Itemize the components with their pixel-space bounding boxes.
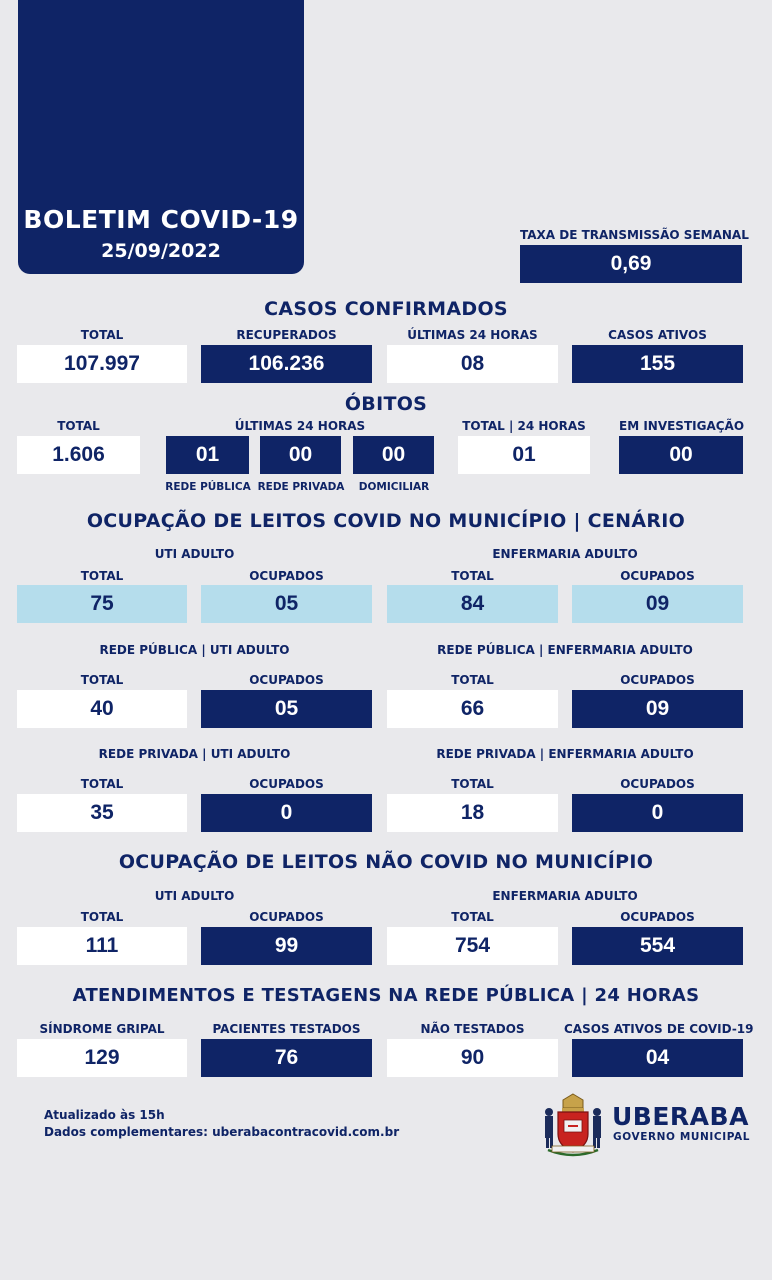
- atend-pacientes-testados: 76: [201, 1039, 372, 1077]
- obitos-privada-label: REDE PRIVADA: [257, 481, 345, 493]
- casos-ativos-label: CASOS ATIVOS: [608, 328, 707, 342]
- page-title: BOLETIM COVID-19: [23, 205, 299, 234]
- section-title-obitos: ÓBITOS: [344, 393, 428, 415]
- privada-col-label: OCUPADOS: [620, 777, 695, 791]
- footer-updated: Atualizado às 15h: [44, 1108, 165, 1122]
- atend-col-label: SÍNDROME GRIPAL: [39, 1022, 165, 1036]
- publica-col-label: TOTAL: [80, 673, 124, 687]
- cenario-col-label: OCUPADOS: [249, 569, 324, 583]
- nao-covid-uti-ocupados: 99: [201, 927, 372, 965]
- atend-col-label: CASOS ATIVOS DE COVID-19: [564, 1022, 754, 1036]
- obitos-domiciliar-label: DOMICILIAR: [358, 481, 430, 493]
- cenario-uti-total: 75: [17, 585, 187, 623]
- cenario-col-label: TOTAL: [451, 569, 494, 583]
- nao-covid-enf-ocupados: 554: [572, 927, 743, 965]
- casos-total-value: 107.997: [17, 345, 187, 383]
- cenario-col-label: TOTAL: [80, 569, 124, 583]
- atend-sindrome-gripal: 129: [17, 1039, 187, 1077]
- publica-uti-label: REDE PÚBLICA | UTI ADULTO: [99, 643, 290, 657]
- cenario-uti-label: UTI ADULTO: [154, 547, 235, 561]
- privada-enf-ocupados: 0: [572, 794, 743, 832]
- nao-covid-col-label: OCUPADOS: [620, 910, 695, 924]
- publica-col-label: OCUPADOS: [620, 673, 695, 687]
- atend-casos-ativos: 04: [572, 1039, 743, 1077]
- casos-recuperados-label: RECUPERADOS: [236, 328, 337, 342]
- casos-recuperados-value: 106.236: [201, 345, 372, 383]
- atend-col-label: PACIENTES TESTADOS: [212, 1022, 361, 1036]
- nao-covid-enf-label: ENFERMARIA ADULTO: [492, 889, 638, 903]
- transmission-rate-value: 0,69: [520, 245, 742, 283]
- privada-uti-total: 35: [17, 794, 187, 832]
- obitos-total24-value: 01: [458, 436, 590, 474]
- publica-enf-total: 66: [387, 690, 558, 728]
- publica-uti-total: 40: [17, 690, 187, 728]
- cenario-enf-label: ENFERMARIA ADULTO: [492, 547, 638, 561]
- cenario-col-label: OCUPADOS: [620, 569, 695, 583]
- casos-24h-label: ÚLTIMAS 24 HORAS: [407, 328, 538, 342]
- publica-enf-label: REDE PÚBLICA | ENFERMARIA ADULTO: [437, 643, 693, 657]
- obitos-total-label: TOTAL: [57, 419, 100, 433]
- obitos-publica-label: REDE PÚBLICA: [165, 481, 251, 493]
- transmission-rate-label: TAXA DE TRANSMISSÃO SEMANAL: [520, 228, 749, 242]
- obitos-investigacao-value: 00: [619, 436, 743, 474]
- nao-covid-uti-label: UTI ADULTO: [154, 889, 235, 903]
- obitos-total24-label: TOTAL | 24 HORAS: [462, 419, 586, 433]
- cenario-uti-ocupados: 05: [201, 585, 372, 623]
- section-title-atendimentos: ATENDIMENTOS E TESTAGENS NA REDE PÚBLICA | 24 HORAS: [72, 985, 700, 1006]
- cenario-enf-ocupados: 09: [572, 585, 743, 623]
- obitos-privada-value: 00: [260, 436, 341, 474]
- obitos-investigacao-label: EM INVESTIGAÇÃO: [619, 419, 745, 433]
- privada-enf-label: REDE PRIVADA | ENFERMARIA ADULTO: [436, 747, 694, 761]
- uberaba-coat-of-arms-icon: [538, 1090, 608, 1160]
- obitos-publica-value: 01: [166, 436, 249, 474]
- cenario-enf-total: 84: [387, 585, 558, 623]
- nao-covid-col-label: OCUPADOS: [249, 910, 324, 924]
- publica-col-label: OCUPADOS: [249, 673, 324, 687]
- section-title-casos: CASOS CONFIRMADOS: [264, 298, 508, 320]
- publica-enf-ocupados: 09: [572, 690, 743, 728]
- footer-more-info: Dados complementares: uberabacontracovid.com.br: [44, 1125, 400, 1139]
- logo-subtitle: GOVERNO MUNICIPAL: [613, 1131, 751, 1143]
- obitos-domiciliar-value: 00: [353, 436, 434, 474]
- atend-nao-testados: 90: [387, 1039, 558, 1077]
- nao-covid-uti-total: 111: [17, 927, 187, 965]
- privada-enf-total: 18: [387, 794, 558, 832]
- casos-ativos-value: 155: [572, 345, 743, 383]
- privada-col-label: TOTAL: [451, 777, 494, 791]
- nao-covid-col-label: TOTAL: [80, 910, 124, 924]
- section-title-nao-covid: OCUPAÇÃO DE LEITOS NÃO COVID NO MUNICÍPIO: [118, 851, 654, 873]
- privada-uti-label: REDE PRIVADA | UTI ADULTO: [98, 747, 291, 761]
- atend-col-label: NÃO TESTADOS: [420, 1022, 525, 1036]
- bulletin-date: 25/09/2022: [101, 240, 221, 262]
- privada-col-label: OCUPADOS: [249, 777, 324, 791]
- logo-name: UBERABA: [612, 1102, 749, 1131]
- section-title-covid-leitos: OCUPAÇÃO DE LEITOS COVID NO MUNICÍPIO | CENÁRIO: [86, 510, 686, 532]
- privada-uti-ocupados: 0: [201, 794, 372, 832]
- privada-col-label: TOTAL: [80, 777, 124, 791]
- casos-24h-value: 08: [387, 345, 558, 383]
- publica-uti-ocupados: 05: [201, 690, 372, 728]
- publica-col-label: TOTAL: [451, 673, 494, 687]
- obitos-24h-label: ÚLTIMAS 24 HORAS: [234, 419, 366, 433]
- nao-covid-col-label: TOTAL: [451, 910, 494, 924]
- casos-total-label: TOTAL: [80, 328, 124, 342]
- nao-covid-enf-total: 754: [387, 927, 558, 965]
- obitos-total-value: 1.606: [17, 436, 140, 474]
